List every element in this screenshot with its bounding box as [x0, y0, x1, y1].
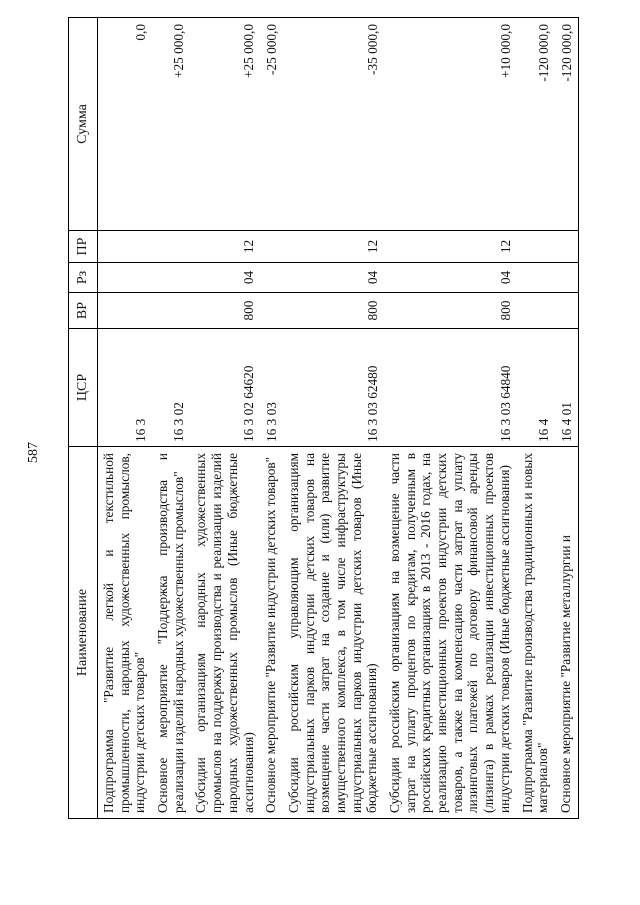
row-pr [260, 231, 283, 263]
row-csr: 16 3 03 64840 [384, 329, 517, 447]
row-rz [152, 263, 190, 293]
row-rz [517, 263, 555, 293]
row-rz [98, 263, 153, 293]
row-pr [98, 231, 153, 263]
row-pr [517, 231, 555, 263]
row-csr: 16 4 01 [555, 329, 578, 447]
table-row [384, 18, 517, 819]
table-row [283, 18, 384, 819]
page-number: 587 [26, 442, 41, 463]
row-csr: 16 3 02 [152, 329, 190, 447]
row-vr [152, 293, 190, 329]
row-sum: -120 000,0 [517, 18, 555, 231]
table-row [98, 18, 153, 819]
row-pr: 12 [283, 231, 384, 263]
row-csr: 16 3 [98, 329, 153, 447]
header-csr: ЦСР [69, 329, 98, 447]
row-csr: 16 3 03 [260, 329, 283, 447]
row-sum: -35 000,0 [283, 18, 384, 231]
row-name: Подпрограмма "Развитие легкой и текстильной промышленности, народных художественных промыслов, индустрии детских товаров" [98, 447, 153, 819]
row-rz: 04 [190, 263, 260, 293]
table-row [260, 18, 283, 819]
header-rz: Рз [69, 263, 98, 293]
row-csr: 16 3 03 62480 [283, 329, 384, 447]
header-sum: Сумма [69, 18, 98, 231]
row-vr: 800 [190, 293, 260, 329]
row-rz [260, 263, 283, 293]
row-sum: +10 000,0 [384, 18, 517, 231]
row-rz: 04 [384, 263, 517, 293]
row-vr [98, 293, 153, 329]
row-name: Основное мероприятие "Развитие металлургии и [555, 447, 578, 819]
row-rz: 04 [283, 263, 384, 293]
row-vr [517, 293, 555, 329]
row-csr: 16 3 02 64620 [190, 329, 260, 447]
row-vr [555, 293, 578, 329]
row-name: Подпрограмма "Развитие производства традиционных и новых материалов" [517, 447, 555, 819]
row-pr: 12 [384, 231, 517, 263]
table-row [152, 18, 190, 819]
row-sum: -120 000,0 [555, 18, 578, 231]
table-row [555, 18, 578, 819]
row-sum: +25 000,0 [190, 18, 260, 231]
row-vr: 800 [384, 293, 517, 329]
row-pr [555, 231, 578, 263]
table-header-row [69, 18, 98, 819]
row-csr: 16 4 [517, 329, 555, 447]
row-sum: +25 000,0 [152, 18, 190, 231]
row-sum: 0,0 [98, 18, 153, 231]
row-pr: 12 [190, 231, 260, 263]
row-name: Основное мероприятие "Развитие индустрии детских товаров" [260, 447, 283, 819]
table-row [190, 18, 260, 819]
budget-table [68, 17, 579, 819]
row-pr [152, 231, 190, 263]
header-pr: ПР [69, 231, 98, 263]
header-name: Наименование [69, 447, 98, 819]
table-row [517, 18, 555, 819]
row-vr: 800 [283, 293, 384, 329]
row-name: Субсидии организациям народных художественных промыслов на поддержку производства и реализации изделий народных художественных промыслов (Иные бюджетные ассигнования) [190, 447, 260, 819]
row-vr [260, 293, 283, 329]
header-vr: ВР [69, 293, 98, 329]
row-rz [555, 263, 578, 293]
row-sum: -25 000,0 [260, 18, 283, 231]
row-name: Основное мероприятие "Поддержка производства и реализации изделий народных художественных промыслов" [152, 447, 190, 819]
row-name: Субсидии российским управляющим организациям индустриальных парков индустрии детских товаров на возмещение части затрат на создание и (или) развитие имущественного комплекса, в том числе инфраструктуры индустриальных парков индустрии детских товаров (Иные бюджетные ассигнования) [283, 447, 384, 819]
row-name: Субсидии российским организациям на возмещение части затрат на уплату процентов по кредитам, полученным в российских кредитных организациях в 2013 - 2016 годах, на реализацию инвестиционных проектов индустрии детских товаров, а также на компенсацию части затрат на уплату лизинговых платежей по договору финансовой аренды (лизинга) в рамках реализации инвестиционных проектов индустрии детских товаров (Иные бюджетные ассигнования) [384, 447, 517, 819]
